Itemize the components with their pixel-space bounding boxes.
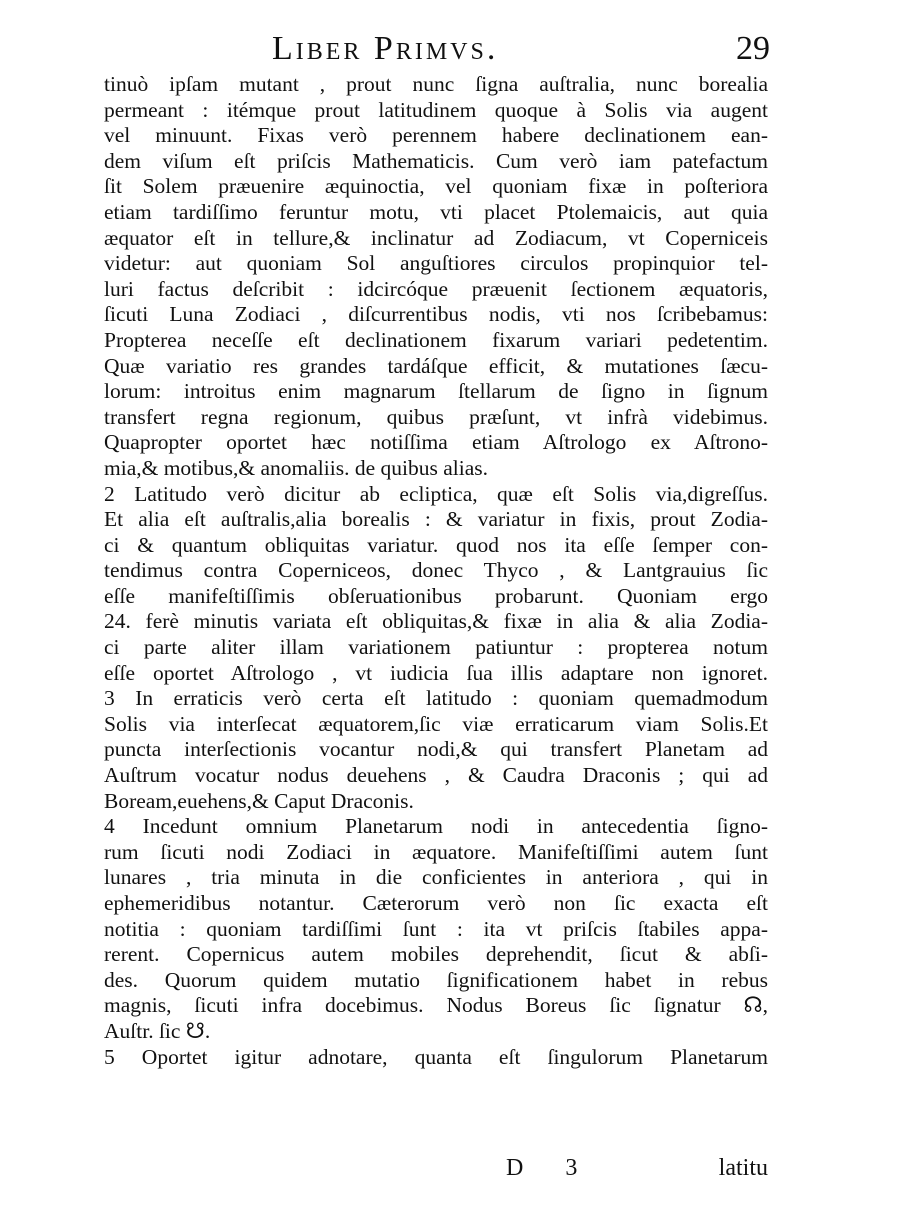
running-title: Liber Primvs. <box>272 30 499 67</box>
signature-mark: D 3 <box>506 1155 596 1181</box>
text-line: tendimus contra Coperniceos, donec Thyco , & Lantgrauius ſic <box>104 558 768 583</box>
text-line: Quæ variatio res grandes tardáſque efficit, & mutationes ſæcu- <box>104 353 768 378</box>
text-line: 5 Oportet igitur adnotare, quanta eſt ſingulorum Planetarum <box>104 1044 768 1069</box>
text-line: Quapropter oportet hæc notiſſima etiam Aſtrologo ex Aſtrono- <box>104 430 768 455</box>
text-line: ſicuti Luna Zodiaci , diſcurrentibus nodis, vti nos ſcribebamus: <box>104 302 768 327</box>
text-line: 4 Incedunt omnium Planetarum nodi in antecedentia ſigno- <box>104 814 768 839</box>
text-line: ephemeridibus notantur. Cæterorum verò non ſic exacta eſt <box>104 891 768 915</box>
text-line: puncta interſectionis vocantur nodi,& qui transfert Planetam ad <box>104 737 768 762</box>
text-line: Auſtrum vocatur nodus deuehens , & Caudra Draconis ; qui ad <box>104 763 768 788</box>
text-line: notitia : quoniam tardiſſimi ſunt : ita vt priſcis ſtabiles appa- <box>104 916 768 941</box>
text-line: Auſtr. ſic ☋. <box>104 1018 211 1043</box>
text-line: eſſe oportet Aſtrologo , vt iudicia ſua illis adaptare non ignoret. <box>104 660 768 685</box>
text-line: transfert regna regionum, quibus præſunt, vt infrà videbimus. <box>104 404 768 429</box>
body-text <box>104 72 768 1070</box>
page-number: 29 <box>736 30 770 67</box>
text-line: rum ſicuti nodi Zodiaci in æquatore. Manifeſtiſſimi autem ſunt <box>104 839 768 864</box>
text-line: mia,& motibus,& anomaliis. de quibus alias. <box>104 455 488 480</box>
text-line: Solis via interſecat æquatorem,ſic viæ erraticarum viam Solis.Et <box>104 711 768 736</box>
text-line: eſſe manifeſtiſſimis obſeruationibus probarunt. Quoniam ergo <box>104 583 768 608</box>
text-line: Boream,euehens,& Caput Draconis. <box>104 788 414 813</box>
text-line: lunares , tria minuta in die conficientes in anteriora , qui in <box>104 865 768 890</box>
text-line: ſit Solem præuenire æquinoctia, vel quoniam fixæ in poſteriora <box>104 174 768 199</box>
text-line: tinuò ipſam mutant , prout nunc ſigna auſtralia, nunc borealia <box>104 72 768 96</box>
catchword: latitu <box>718 1155 768 1181</box>
text-line: 2 Latitudo verò dicitur ab ecliptica, quæ eſt Solis via,digreſſus. <box>104 481 768 506</box>
text-line: Propterea neceſſe eſt declinationem fixarum variari pedetentim. <box>104 327 768 352</box>
text-line: Et alia eſt auſtralis,alia borealis : & variatur in fixis, prout Zodia- <box>104 507 768 532</box>
page-header <box>104 30 770 72</box>
text-line: 24. ferè minutis variata eſt obliquitas,& fixæ in alia & alia Zodia- <box>104 609 768 634</box>
text-line: permeant : itémque prout latitudinem quoque à Solis via augent <box>104 97 768 122</box>
page-footer <box>104 1155 768 1191</box>
text-line: rerent. Copernicus autem mobiles deprehendit, ſicut & abſi- <box>104 942 768 967</box>
text-line: æquator eſt in tellure,& inclinatur ad Zodiacum, vt Coperniceis <box>104 225 768 250</box>
text-line: lorum: introitus enim magnarum ſtellarum de ſigno in ſignum <box>104 379 768 404</box>
text-line: etiam tardiſſimo feruntur motu, vti placet Ptolemaicis, aut quia <box>104 199 768 224</box>
text-line: ci parte aliter illam variationem patiuntur : propterea notum <box>104 635 768 660</box>
text-line: dem viſum eſt priſcis Mathematicis. Cum verò iam patefactum <box>104 148 768 173</box>
text-line: vel minuunt. Fixas verò perennem habere declinationem ean- <box>104 123 768 148</box>
text-line: 3 In erraticis verò certa eſt latitudo : quoniam quemadmodum <box>104 686 768 711</box>
text-line: luri factus deſcribit : idcircóque præuenit ſectionem æquatoris, <box>104 276 768 301</box>
text-line: des. Quorum quidem mutatio ſignificationem habet in rebus <box>104 967 768 992</box>
text-line: ci & quantum obliquitas variatur. quod nos ita eſſe ſemper con- <box>104 532 768 557</box>
text-line: videtur: aut quoniam Sol anguſtiores circulos propinquior tel- <box>104 251 768 276</box>
text-line: magnis, ſicuti infra docebimus. Nodus Boreus ſic ſignatur ☊, <box>104 993 768 1018</box>
